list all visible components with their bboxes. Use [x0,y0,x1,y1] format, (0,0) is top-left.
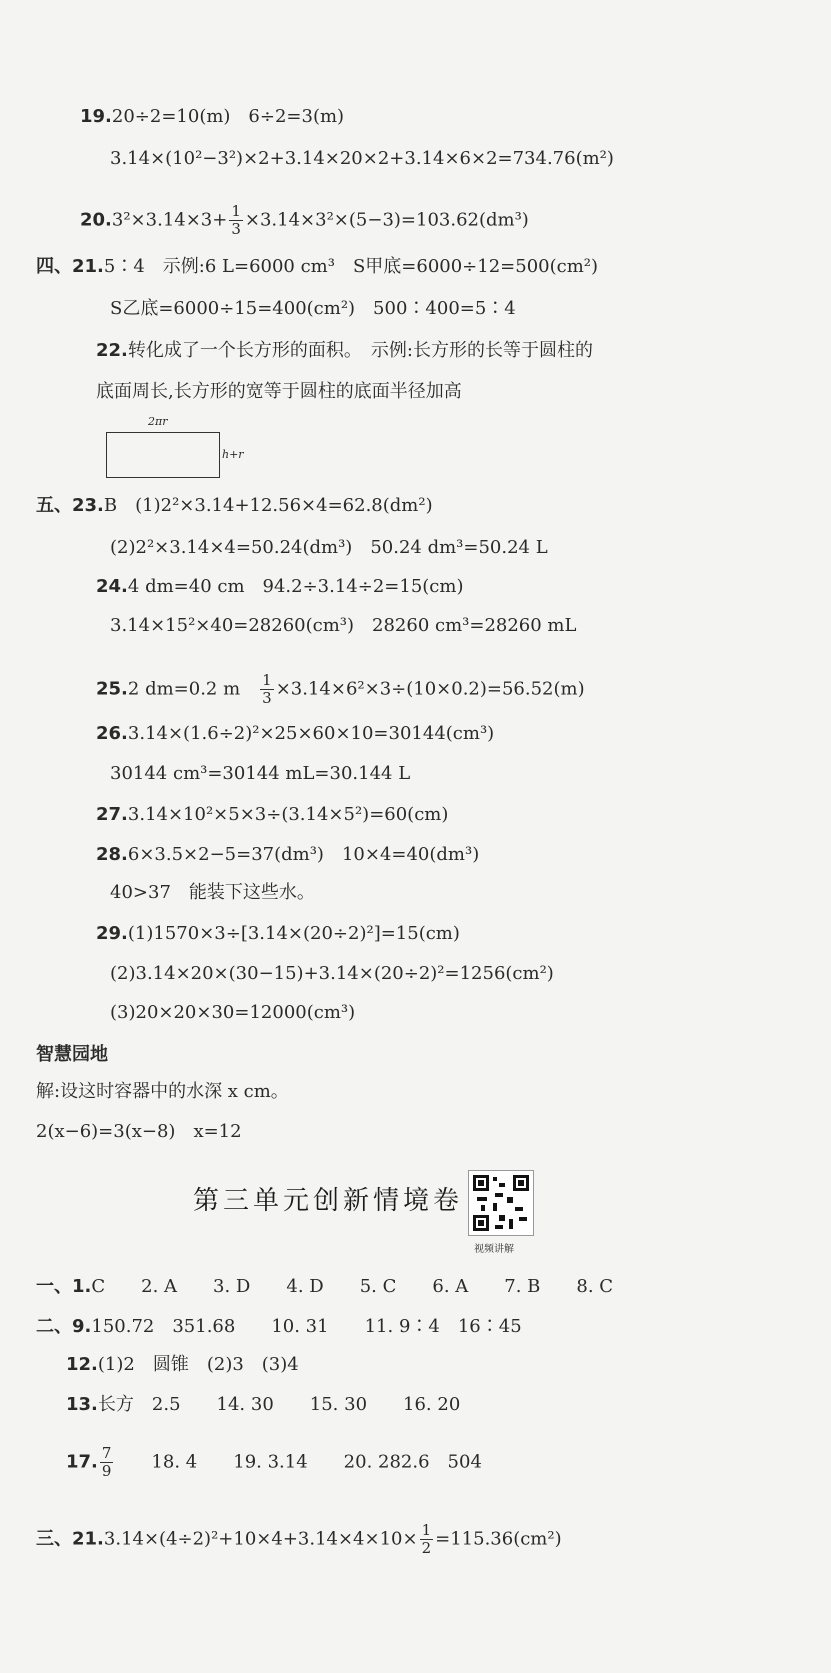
answer-line [36,1123,242,1141]
fraction-denominator: 3 [231,220,241,238]
question-number: 27. [96,804,128,825]
question-number: 24. [96,576,128,597]
answer-line [36,1083,289,1101]
answer-line [110,884,315,902]
answer-text-tail: 18. 4 19. 3.14 20. 282.6 504 [115,1451,482,1473]
question-number: 26. [96,723,128,744]
fraction [260,673,274,706]
question-number: 五、23. [36,495,104,516]
section-heading: 智慧园地 [36,1044,108,1065]
rect-width-label: h+r [222,448,244,461]
answer-line [66,1396,460,1414]
question-number: 19. [80,106,112,127]
fraction-numerator: 7 [101,1444,112,1462]
answer-line [96,383,462,401]
answer-line [36,1523,562,1556]
answer-text: 6×3.5×2−5=37(dm³) 10×4=40(dm³) [127,844,480,865]
fraction-numerator: 1 [262,671,272,689]
question-number: 12. [66,1354,98,1375]
answer-text: B (1)2²×3.14+12.56×4=62.8(dm²) [103,495,433,516]
answer-line [36,1278,613,1296]
fraction-numerator: 1 [231,202,241,220]
answer-text: 150.72 351.68 10. 31 11. 9∶4 16∶45 [91,1316,522,1337]
answer-line [96,673,585,706]
question-number: 29. [96,923,128,944]
fraction-denominator: 3 [262,689,272,707]
answer-line [96,725,494,743]
answer-line [80,204,529,237]
answer-line [96,342,593,360]
fraction-denominator: 9 [101,1462,112,1480]
qr-code-icon[interactable] [468,1170,534,1236]
answer-text: 2 dm=0.2 m [127,678,259,700]
qr-caption: 视频讲解 [474,1244,514,1255]
question-number: 二、9. [36,1316,92,1337]
fraction [229,204,243,237]
answer-line [110,617,576,635]
answer-text: 40>37 能装下这些水。 [110,882,315,903]
answer-line [66,1446,482,1479]
answer-line [36,258,598,276]
answer-line [110,1004,355,1022]
answer-line [96,806,448,824]
answer-text: 长方 2.5 14. 30 15. 30 16. 20 [97,1394,461,1415]
answer-text: 底面周长,长方形的宽等于圆柱的底面半径加高 [96,381,462,402]
answer-text: 3.14×(4÷2)²+10×4+3.14×4×10× [103,1528,418,1550]
answer-text: (1)2 圆锥 (2)3 (3)4 [97,1354,299,1375]
question-number: 四、21. [36,256,104,277]
question-number: 28. [96,844,128,865]
question-number: 17. [66,1451,98,1473]
answer-text: 2(x−6)=3(x−8) x=12 [36,1121,242,1142]
fraction [100,1446,114,1479]
answer-text: 3²×3.14×3+ [111,209,228,231]
fraction-numerator: 1 [421,1521,432,1539]
answer-line [110,965,554,983]
answer-line [110,300,516,318]
answer-line [96,846,479,864]
answer-text: 5∶4 示例:6 L=6000 cm³ S甲底=6000÷12=500(cm²) [103,256,599,277]
answer-text: 3.14×(1.6÷2)²×25×60×10=30144(cm³) [127,723,495,744]
rectangle-diagram [106,432,220,478]
fraction-denominator: 2 [421,1539,432,1557]
answer-text: S乙底=6000÷15=400(cm²) 500∶400=5∶4 [110,298,516,319]
answer-line [66,1356,299,1374]
answer-text-tail: =115.36(cm²) [435,1528,562,1550]
answer-text: (2)3.14×20×(30−15)+3.14×(20÷2)²=1256(cm²) [110,963,554,984]
answer-text: 3.14×(10²−3²)×2+3.14×20×2+3.14×6×2=734.76(m²) [110,148,614,169]
question-number: 13. [66,1394,98,1415]
answer-text: (2)2²×3.14×4=50.24(dm³) 50.24 dm³=50.24 L [110,537,548,558]
answer-line [96,925,460,943]
answer-text: 4 dm=40 cm 94.2÷3.14÷2=15(cm) [127,576,464,597]
answer-text: 30144 cm³=30144 mL=30.144 L [110,763,411,784]
question-number: 三、21. [36,1528,104,1550]
answer-text: C 2. A 3. D 4. D 5. C 6. A 7. B 8. C [91,1276,614,1297]
answer-text-tail: ×3.14×3²×(5−3)=103.62(dm³) [244,209,529,231]
fraction [420,1523,434,1556]
unit-title: 第三单元创新情境卷 [193,1186,464,1216]
question-number: 22. [96,340,128,361]
answer-text: 20÷2=10(m) 6÷2=3(m) [111,106,345,127]
question-number: 一、1. [36,1276,92,1297]
answer-text: 3.14×15²×40=28260(cm³) 28260 cm³=28260 mL [110,615,577,636]
answer-text: 解:设这时容器中的水深 x cm。 [36,1081,289,1102]
answer-line [36,1318,522,1336]
answer-line [80,108,344,126]
question-number: 25. [96,678,128,700]
answer-line [36,497,433,515]
answer-text: 转化成了一个长方形的面积。 示例:长方形的长等于圆柱的 [127,340,593,361]
rect-length-label: 2πr [148,415,168,428]
answer-line [110,150,614,168]
question-number: 20. [80,209,112,231]
answer-line [110,539,548,557]
answer-text: 3.14×10²×5×3÷(3.14×5²)=60(cm) [127,804,449,825]
answer-text-tail: ×3.14×6²×3÷(10×0.2)=56.52(m) [275,678,585,700]
answer-line [110,765,410,783]
answer-text: (1)1570×3÷[3.14×(20÷2)²]=15(cm) [127,923,460,944]
answer-line [96,578,463,596]
answer-text: (3)20×20×30=12000(cm³) [110,1002,356,1023]
